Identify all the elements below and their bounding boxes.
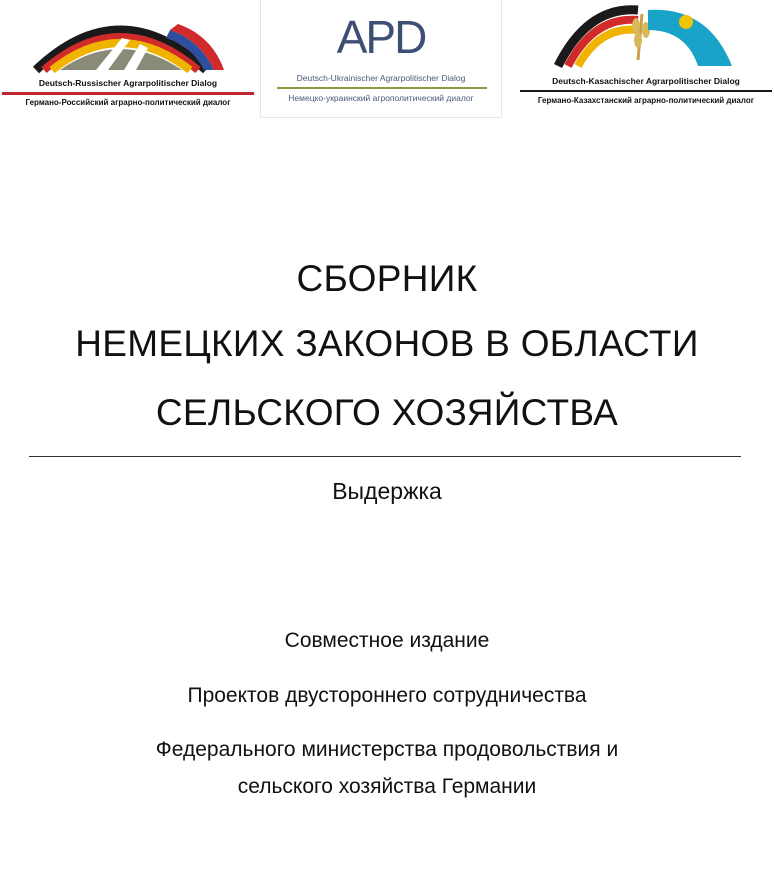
- apd-mark: APD: [336, 11, 426, 63]
- ru-red-rule: [2, 92, 254, 95]
- ua-caption-ukrainian: Немецко-украинский агрополитический диалог: [288, 93, 474, 103]
- kz-caption-german: Deutsch-Kasachischer Agrarpolitischer Dialog: [552, 76, 740, 86]
- subtitle: Выдержка: [332, 478, 442, 504]
- ru-dialog-arch-icon: [0, 0, 256, 80]
- ua-caption-german: Deutsch-Ukrainischer Agrarpolitischer Dialog: [296, 73, 466, 83]
- logo-german-ukrainian: [260, 0, 502, 118]
- title-line-2: НЕМЕЦКИХ ЗАКОНОВ В ОБЛАСТИ: [75, 323, 699, 364]
- kz-rule: [520, 90, 772, 92]
- title-line-1: СБОРНИК: [296, 258, 478, 299]
- ru-caption-russian: Германо-Российский аграрно-политический диалог: [25, 98, 231, 107]
- kz-caption-russian: Германо-Казахстанский аграрно-политический диалог: [537, 96, 755, 105]
- ua-olive-rule: [277, 87, 487, 89]
- ru-caption-german: Deutsch-Russischer Agrarpolitischer Dialog: [38, 78, 218, 88]
- logo-german-russian: [0, 0, 256, 118]
- publisher-line-2: Проектов двустороннего сотрудничества: [187, 684, 587, 707]
- publisher-line-4: сельского хозяйства Германии: [237, 775, 537, 798]
- title-divider: [29, 456, 741, 457]
- title-line-3: СЕЛЬСКОГО ХОЗЯЙСТВА: [155, 392, 619, 433]
- kz-dialog-arch-icon: [518, 0, 774, 80]
- publisher-line-3: Федерального министерства продовольствия и: [155, 738, 619, 761]
- publisher-line-1: Совместное издание: [284, 629, 490, 652]
- logo-german-kazakh: [518, 0, 774, 118]
